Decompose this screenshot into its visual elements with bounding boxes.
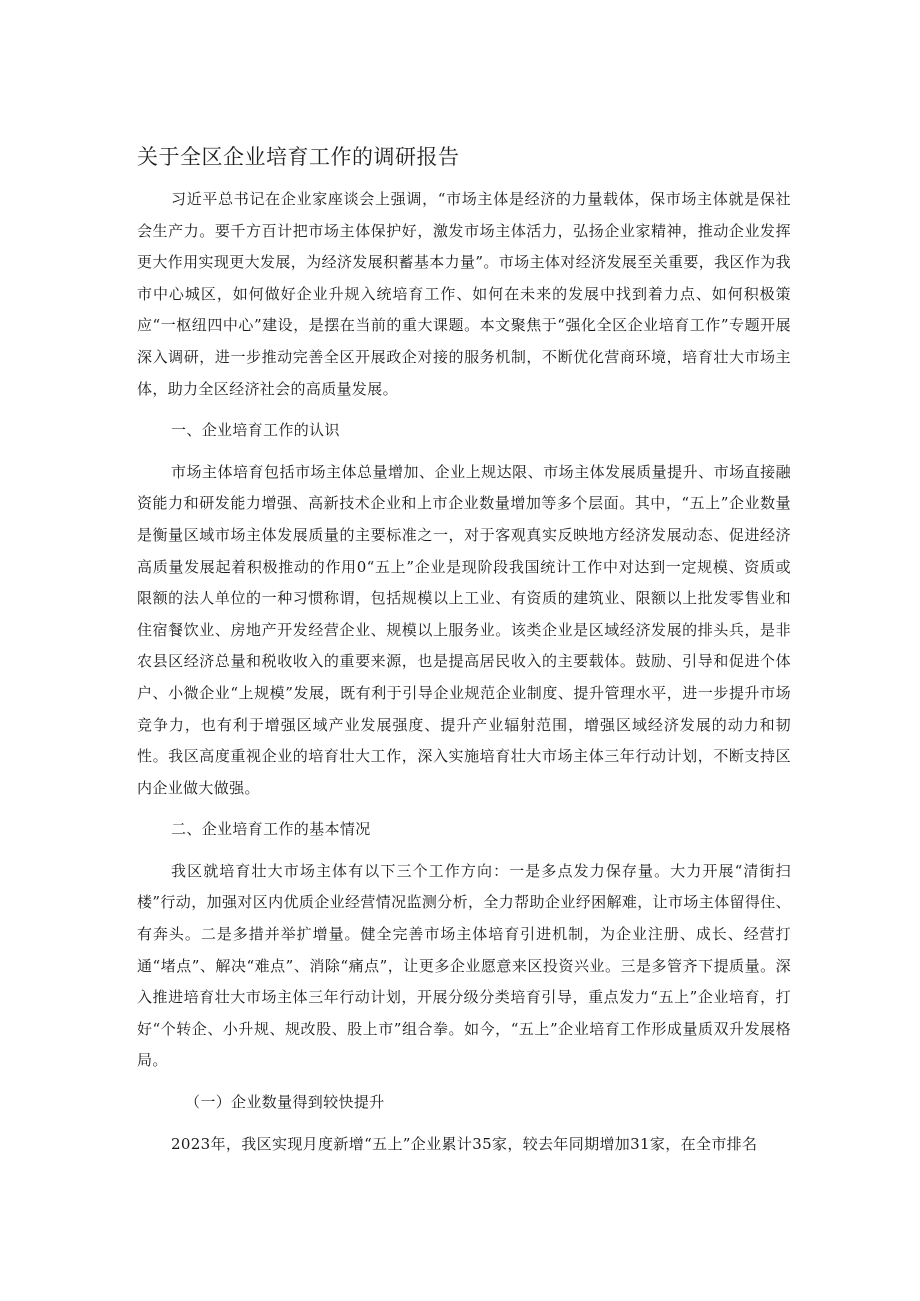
paragraph-section-2: 我区就培育壮大市场主体有以下三个工作方向：一是多点发力保存量。大力开展“清街扫楼”行动，加强对区内优质企业经营情况监测分析，全力帮助企业纾困解难，让市场主体留得住、有奔头。二是多措并举扩增量。健全完善市场主体培育引进机制，为企业注册、成长、经营打通“堵点”、解决“难点”、消除“痛点”，让更多企业愿意来区投资兴业。三是多管齐下提质量。深入推进培育壮大市场主体三年行动计划，开展分级分类培育引导，重点发力“五上”企业培育，打好“个转企、小升规、规改股、股上市”组合拳。如今，“五上”企业培育工作形成量质双升发展格局。	[137, 861, 791, 1070]
paragraph-intro: 习近平总书记在企业家座谈会上强调，“市场主体是经济的力量载体，保市场主体就是保社会生产力。要千方百计把市场主体保护好，激发市场主体活力，弘扬企业家精神，推动企业发挥更大作用实现更大发展，为经济发展积蓄基本力量”。市场主体对经济发展至关重要，我区作为我市中心城区，如何做好企业升规入统培育工作、如何在未来的发展中找到着力点、如何积极策应“一枢纽四中心”建设，是摆在当前的重大课题。本文聚焦于“强化全区企业培育工作”专题开展深入调研，进一步推动完善全区开展政企对接的服务机制，不断优化营商环境，培育壮大市场主体，助力全区经济社会的高质量发展。	[137, 190, 791, 398]
document-title: 关于全区企业培育工作的调研报告	[137, 145, 460, 169]
section-heading-2: 二、企业培育工作的基本情况	[171, 820, 371, 839]
subsection-heading-1: （一）企业数量得到较快提升	[185, 1093, 385, 1112]
section-heading-1: 一、企业培育工作的认识	[171, 421, 340, 440]
document-body	[137, 184, 791, 1160]
paragraph-subsection-1: 2023年，我区实现月度新增“五上”企业累计35家，较去年同期增加31家，在全市排名	[171, 1134, 758, 1153]
paragraph-section-1: 市场主体培育包括市场主体总量增加、企业上规达限、市场主体发展质量提升、市场直接融资能力和研发能力增强、高新技术企业和上市企业数量增加等多个层面。其中，“五上”企业数量是衡量区域市场主体发展质量的主要标准之一，对于客观真实反映地方经济发展动态、促进经济高质量发展起着积极推动的作用0“五上”企业是现阶段我国统计工作中对达到一定规模、资质或限额的法人单位的一种习惯称谓，包括规模以上工业、有资质的建筑业、限额以上批发零售业和住宿餐饮业、房地产开发经营企业、规模以上服务业。该类企业是区域经济发展的排头兵，是非农县区经济总量和税收收入的重要来源，也是提高居民收入的主要载体。鼓励、引导和促进个体户、小微企业“上规模”发展，既有利于引导企业规范企业制度、提升管理水平，进一步提升市场竞争力，也有利于增强区域产业发展强度、提升产业辐射范围，增强区域经济发展的动力和韧性。我区高度重视企业的培育壮大工作，深入实施培育壮大市场主体三年行动计划，不断支持区内企业做大做强。	[137, 462, 791, 797]
